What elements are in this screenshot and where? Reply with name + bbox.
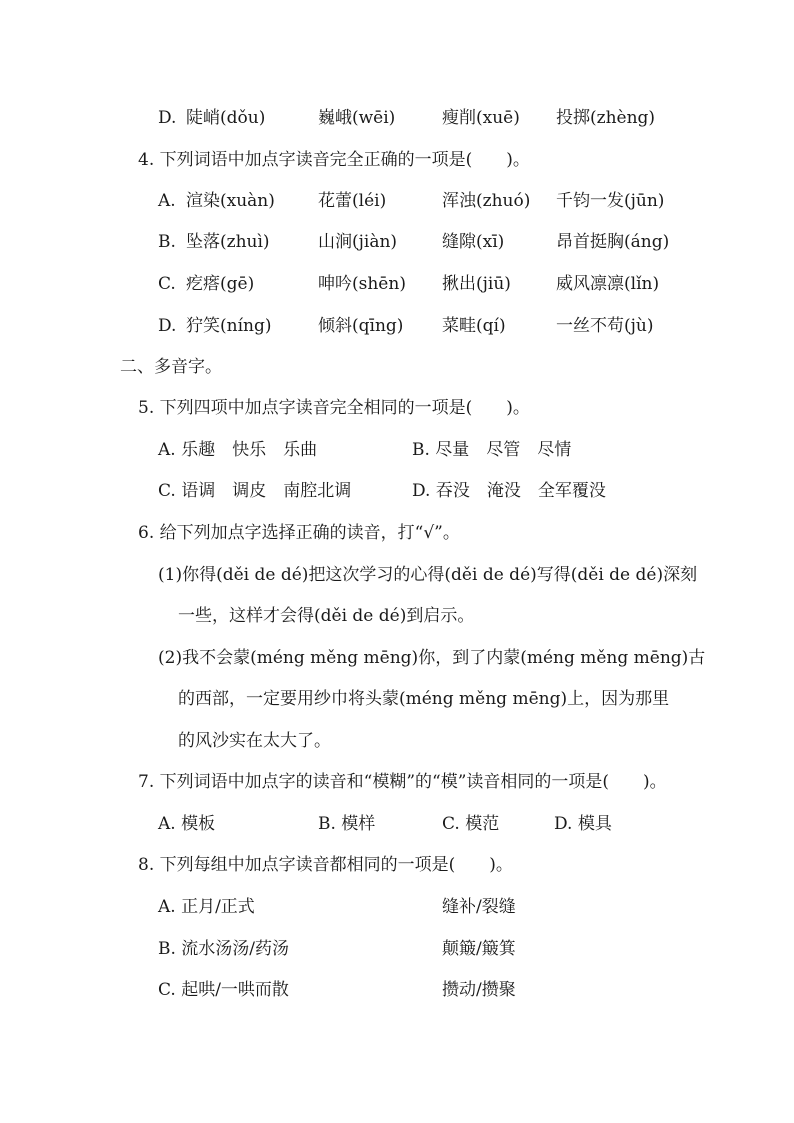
- option-item: 山涧(jiàn): [318, 232, 398, 252]
- question-4-stem: 4. 下列词语中加点字读音完全正确的一项是( )。: [138, 150, 530, 170]
- option-item: 花蕾(léi): [318, 191, 387, 211]
- option-item: 投掷(zhèng): [556, 108, 656, 128]
- question-6-part-2: (2)我不会蒙(méng měng mēng)你，到了内蒙(méng měng mēng)古: [158, 648, 706, 668]
- option-item: 坠落(zhuì): [186, 232, 270, 252]
- option-letter: D.: [158, 108, 177, 128]
- option-a: A. 模板: [158, 814, 216, 834]
- option-row-b-left: B. 流水汤汤/药汤: [158, 939, 290, 959]
- option-a: A. 乐趣 快乐 乐曲: [158, 440, 318, 460]
- option-item: 菜畦(qí): [442, 316, 506, 336]
- option-item: 渲染(xuàn): [186, 191, 275, 211]
- option-item: 疙瘩(gē): [186, 274, 255, 294]
- option-item: 一丝不苟(jù): [556, 316, 654, 336]
- option-letter: D.: [158, 316, 177, 336]
- option-letter: A.: [158, 191, 176, 211]
- option-b: B. 模样: [318, 814, 376, 834]
- question-6-part-2-cont: 的西部，一定要用纱巾将头蒙(méng měng mēng)上，因为那里: [178, 689, 670, 709]
- option-item: 倾斜(qīng): [318, 316, 404, 336]
- question-5-stem: 5. 下列四项中加点字读音完全相同的一项是( )。: [138, 398, 530, 418]
- option-item: 呻吟(shēn): [318, 274, 406, 294]
- option-item: 狞笑(níng): [186, 316, 272, 336]
- question-6-stem: 6. 给下列加点字选择正确的读音，打“√”。: [138, 523, 460, 543]
- question-6-part-1: (1)你得(děi de dé)把这次学习的心得(děi de dé)写得(děi de dé)深刻: [158, 565, 698, 585]
- option-row-b-right: 颠簸/簸箕: [442, 939, 516, 959]
- question-7-stem: 7. 下列词语中加点字的读音和“模糊”的“模”读音相同的一项是( )。: [138, 772, 667, 792]
- option-row-c-right: 攒动/攒聚: [442, 980, 516, 1000]
- option-row-c-left: C. 起哄/一哄而散: [158, 980, 289, 1000]
- question-6-part-1-cont: 一些，这样才会得(děi de dé)到启示。: [178, 606, 475, 626]
- option-item: 巍峨(wēi): [318, 108, 396, 128]
- option-item: 陡峭(dǒu): [186, 108, 266, 128]
- option-item: 昂首挺胸(áng): [556, 232, 670, 252]
- option-letter: B.: [158, 232, 176, 252]
- question-6-part-2-cont: 的风沙实在太大了。: [178, 731, 331, 751]
- option-d: D. 吞没 淹没 全军覆没: [412, 481, 606, 501]
- section-heading: 二、多音字。: [120, 357, 222, 377]
- option-item: 缝隙(xī): [442, 232, 505, 252]
- option-item: 威风凛凛(lǐn): [556, 274, 660, 294]
- option-b: B. 尽量 尽管 尽情: [412, 440, 572, 460]
- option-item: 千钧一发(jūn): [556, 191, 665, 211]
- option-c: C. 模范: [442, 814, 500, 834]
- option-row-a-left: A. 正月/正式: [158, 897, 255, 917]
- option-c: C. 语调 调皮 南腔北调: [158, 481, 352, 501]
- option-d: D. 模具: [554, 814, 612, 834]
- option-item: 揪出(jiū): [442, 274, 511, 294]
- question-8-stem: 8. 下列每组中加点字读音都相同的一项是( )。: [138, 855, 513, 875]
- option-item: 瘦削(xuē): [442, 108, 520, 128]
- option-item: 浑浊(zhuó): [442, 191, 531, 211]
- option-letter: C.: [158, 274, 176, 294]
- option-row-a-right: 缝补/裂缝: [442, 897, 516, 917]
